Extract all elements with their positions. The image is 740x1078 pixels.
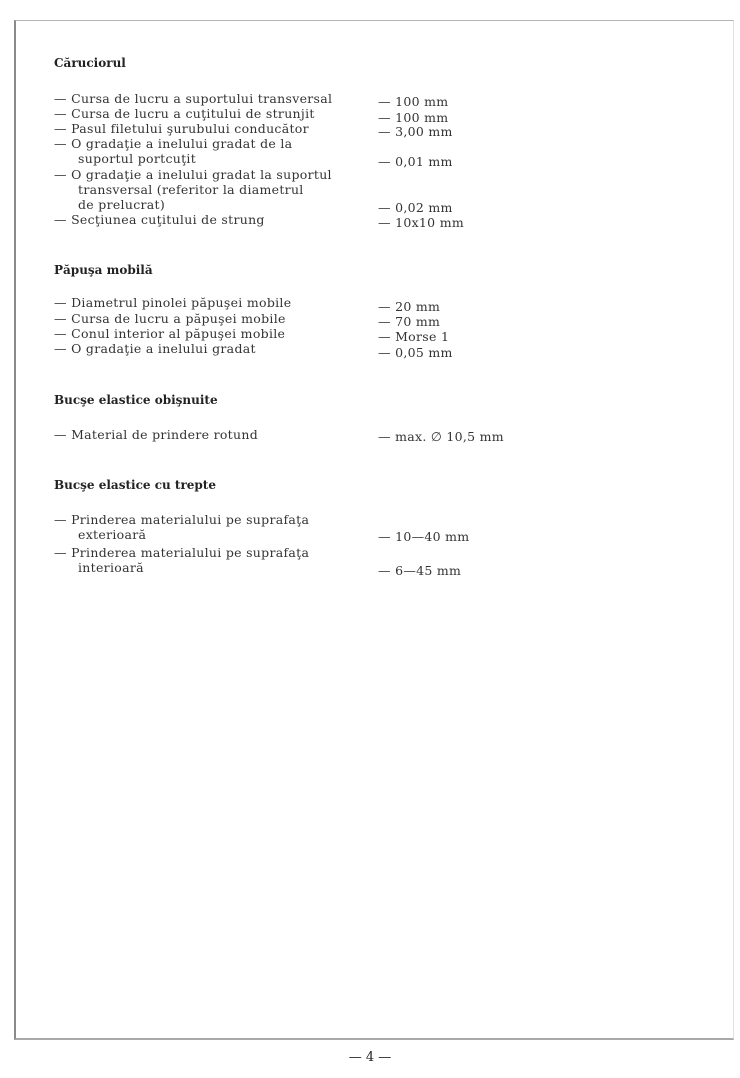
spec-row bbox=[0, 136, 740, 152]
spec-row bbox=[0, 212, 740, 228]
section-heading-caruciorul: Căruciorul bbox=[54, 56, 126, 70]
spec-label: transversal (referitor la diametrul bbox=[78, 182, 304, 197]
spec-row bbox=[0, 151, 740, 167]
section-heading-bucse-cu-trepte: Bucşe elastice cu trepte bbox=[54, 478, 216, 492]
spec-label: — Prinderea materialului pe suprafaţa bbox=[54, 545, 310, 560]
section-heading-bucse-obisnuite: Bucşe elastice obişnuite bbox=[54, 393, 218, 407]
spec-label: — Material de prindere rotund bbox=[54, 427, 259, 442]
spec-value: — 70 mm bbox=[378, 314, 441, 329]
spec-label: — Cursa de lucru a cuţitului de strunjit bbox=[54, 106, 315, 121]
spec-label: exterioară bbox=[78, 527, 147, 542]
spec-row bbox=[0, 121, 740, 137]
spec-value: — 0,01 mm bbox=[378, 154, 453, 169]
spec-value: — 0,02 mm bbox=[378, 200, 453, 215]
spec-row bbox=[0, 295, 740, 314]
spec-value: — Morse 1 bbox=[378, 329, 450, 344]
spec-value: — 10—40 mm bbox=[378, 529, 470, 544]
spec-row bbox=[0, 311, 740, 327]
section-heading-papusa-mobila: Păpuşa mobilă bbox=[54, 263, 153, 277]
spec-label: — Prinderea materialului pe suprafaţa bbox=[54, 512, 310, 527]
spec-value: — 100 mm bbox=[378, 110, 449, 125]
spec-row bbox=[0, 527, 740, 543]
spec-value: — 10x10 mm bbox=[378, 215, 465, 230]
spec-label: — Secţiunea cuţitului de strung bbox=[54, 212, 265, 227]
spec-label: suportul portcuţit bbox=[78, 151, 197, 166]
spec-label: — Conul interior al păpuşei mobile bbox=[54, 326, 286, 341]
spec-value: — max. ∅ 10,5 mm bbox=[378, 429, 504, 444]
spec-row bbox=[0, 326, 740, 342]
spec-label: — Cursa de lucru a păpuşei mobile bbox=[54, 311, 286, 326]
spec-value: — 100 mm bbox=[378, 94, 449, 109]
spec-value: — 6—45 mm bbox=[378, 563, 462, 578]
spec-label: de prelucrat) bbox=[78, 197, 166, 212]
spec-row bbox=[0, 545, 740, 561]
spec-label: — O gradaţie a inelului gradat de la bbox=[54, 136, 293, 151]
spec-row bbox=[0, 182, 740, 198]
spec-label: — Diametrul pinolei păpuşei mobile bbox=[54, 295, 292, 310]
spec-row bbox=[0, 167, 740, 183]
spec-value: — 0,05 mm bbox=[378, 345, 453, 360]
spec-label: — O gradaţie a inelului gradat bbox=[54, 341, 256, 356]
spec-row bbox=[0, 197, 740, 213]
page-number: — 4 — bbox=[348, 1050, 392, 1065]
spec-label: interioară bbox=[78, 560, 144, 575]
spec-row bbox=[0, 427, 740, 443]
spec-row bbox=[0, 91, 740, 107]
spec-row bbox=[0, 341, 740, 360]
spec-row bbox=[0, 106, 740, 125]
spec-value: — 3,00 mm bbox=[378, 124, 453, 139]
spec-label: — Pasul filetului şurubului conducător bbox=[54, 121, 309, 136]
spec-value: — 20 mm bbox=[378, 299, 441, 314]
spec-row bbox=[0, 560, 740, 576]
spec-row bbox=[0, 512, 740, 528]
spec-label: — Cursa de lucru a suportului transversal bbox=[54, 91, 333, 106]
spec-label: — O gradaţie a inelului gradat la suportul bbox=[54, 167, 332, 182]
